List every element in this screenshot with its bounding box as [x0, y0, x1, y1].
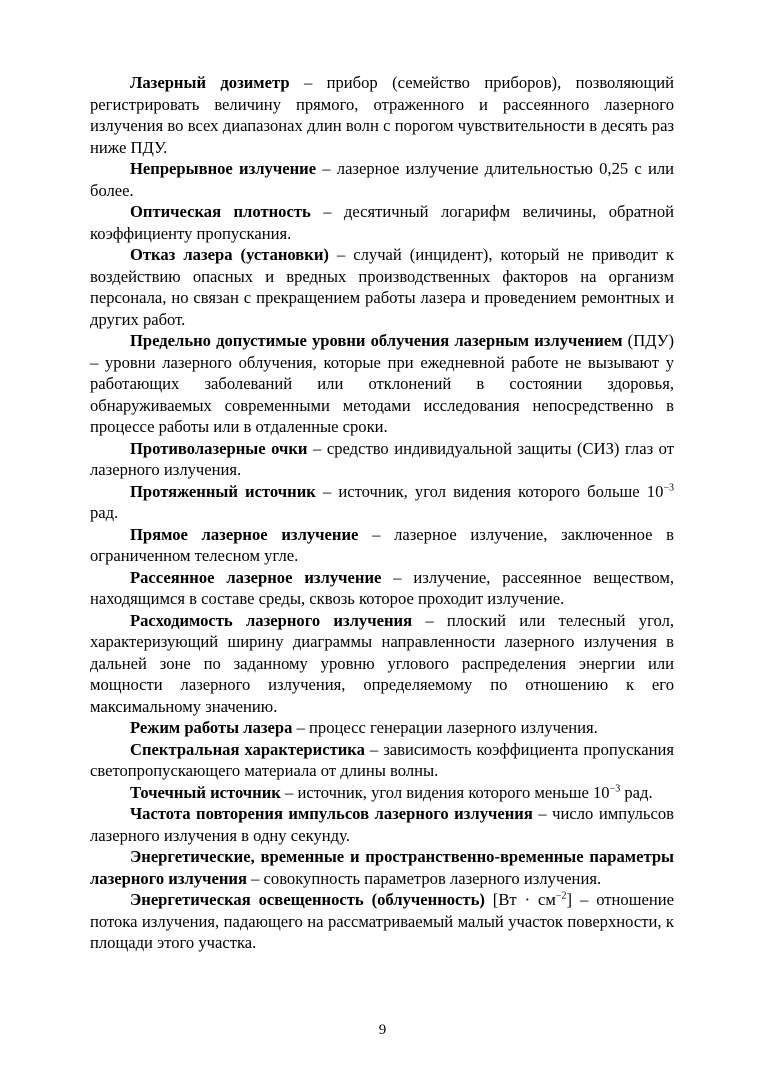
- term-definition: – источник, угол видения которого меньше: [280, 782, 593, 802]
- glossary-entry: [90, 846, 674, 889]
- term-definition: – совокупность параметров лазерного излучения.: [246, 868, 602, 888]
- term-definition: – излучение, рассеянное веществом, находящимся в составе среды, сквозь которое проходит излучение.: [90, 567, 674, 608]
- glossary-entry: [90, 610, 674, 718]
- power-base: 10: [593, 782, 610, 802]
- glossary-entry: [90, 889, 674, 954]
- glossary-entry: [90, 567, 674, 610]
- glossary-entry: [90, 72, 674, 158]
- term-title: Энергетические, временные и пространственно-временные параметры лазерного излучения: [90, 847, 674, 888]
- term-title: Отказ лазера (установки): [130, 245, 329, 264]
- term-title: Протяженный источник: [130, 481, 316, 501]
- term-definition-tail: ] – отношение потока излучения, падающего на рассматриваемый малый участок поверхности, к площади этого участка.: [90, 890, 674, 952]
- glossary-entry: [90, 717, 674, 739]
- glossary-entry: [90, 803, 674, 846]
- glossary-entry: [90, 438, 674, 481]
- term-title: Рассеянное лазерное излучение: [130, 567, 382, 587]
- term-title: Энергетическая освещенность (облученность): [130, 890, 485, 909]
- term-definition: – случай (инцидент), который не приводит к воздействию опасных и вредных производственных факторов на организм персонала, но связан с прекращением работы лазера и проведением ремонтных и других работ.: [90, 245, 674, 329]
- power-of-ten: [647, 482, 674, 501]
- power-exponent: −3: [609, 782, 621, 794]
- term-title: Расходимость лазерного излучения: [130, 610, 413, 630]
- term-definition: – средство индивидуальной защиты (СИЗ) глаз от лазерного излучения.: [90, 438, 674, 479]
- glossary-entry: [90, 201, 674, 244]
- term-title: Оптическая плотность: [130, 202, 311, 221]
- term-definition: – источник, угол видения которого больше: [315, 481, 647, 501]
- page-number: 9: [378, 1022, 387, 1038]
- glossary-entry: [90, 158, 674, 201]
- glossary-entry: [90, 524, 674, 567]
- term-title: Режим работы лазера: [130, 718, 293, 737]
- term-definition: – плоский или телесный угол, характеризующий ширину диаграммы направленности лазерного излучения в дальней зоне по заданному уровню углового распределения энергии или мощности лазерного излучения, определяемому по отношению к его максимальному значению.: [90, 610, 674, 716]
- term-title: Непрерывное излучение: [130, 159, 317, 178]
- glossary-text: [90, 72, 674, 954]
- glossary-entry: [90, 244, 674, 330]
- glossary-entry: [90, 739, 674, 782]
- term-title: Противолазерные очки: [130, 438, 308, 458]
- term-definition: – прибор (семейство приборов), позволяющий регистрировать величину прямого, отраженного и рассеянного лазерного излучения во всех диапазонах длин волн с порогом чувствительности в десять раз ниже ПДУ.: [90, 73, 674, 157]
- power-exponent: −3: [663, 481, 675, 493]
- term-title: Лазерный дозиметр: [130, 73, 290, 92]
- term-title: Прямое лазерное излучение: [130, 524, 359, 544]
- term-definition: – десятичный логарифм величины, обратной коэффициенту пропускания.: [90, 202, 674, 243]
- term-definition: (ПДУ) – уровни лазерного облучения, которые при ежедневной работе не вызывают у работающих заболеваний или отклонений в состоянии здоровья, обнаруживаемых современными методами исследования непосредственно в процессе работы или в отдаленные сроки.: [90, 331, 674, 436]
- unit-exponent: −2: [555, 890, 567, 902]
- term-definition: – процесс генерации лазерного излучения.: [292, 718, 598, 737]
- term-definition: – зависимость коэффициента пропускания светопропускающего материала от длины волны.: [90, 739, 674, 780]
- glossary-entry: [90, 330, 674, 438]
- term-definition: – лазерное излучение длительностью 0,25 с или более.: [90, 159, 674, 200]
- term-title: Предельно допустимые уровни облучения лазерным излучением: [130, 331, 623, 350]
- glossary-entry: [90, 782, 674, 804]
- term-title: Частота повторения импульсов лазерного излучения: [130, 804, 533, 823]
- term-definition-tail: рад.: [90, 503, 119, 522]
- term-title: Спектральная характеристика: [130, 739, 365, 759]
- term-definition: – число импульсов лазерного излучения в одну секунду.: [90, 804, 674, 845]
- glossary-entry: [90, 481, 674, 524]
- term-definition-tail: рад.: [620, 782, 653, 802]
- power-of-ten: [593, 783, 620, 802]
- term-definition: – лазерное излучение, заключенное в ограниченном телесном угле.: [90, 524, 675, 565]
- power-base: 10: [646, 481, 664, 501]
- term-title: Точечный источник: [130, 782, 281, 802]
- term-definition: [Вт · см: [484, 890, 556, 909]
